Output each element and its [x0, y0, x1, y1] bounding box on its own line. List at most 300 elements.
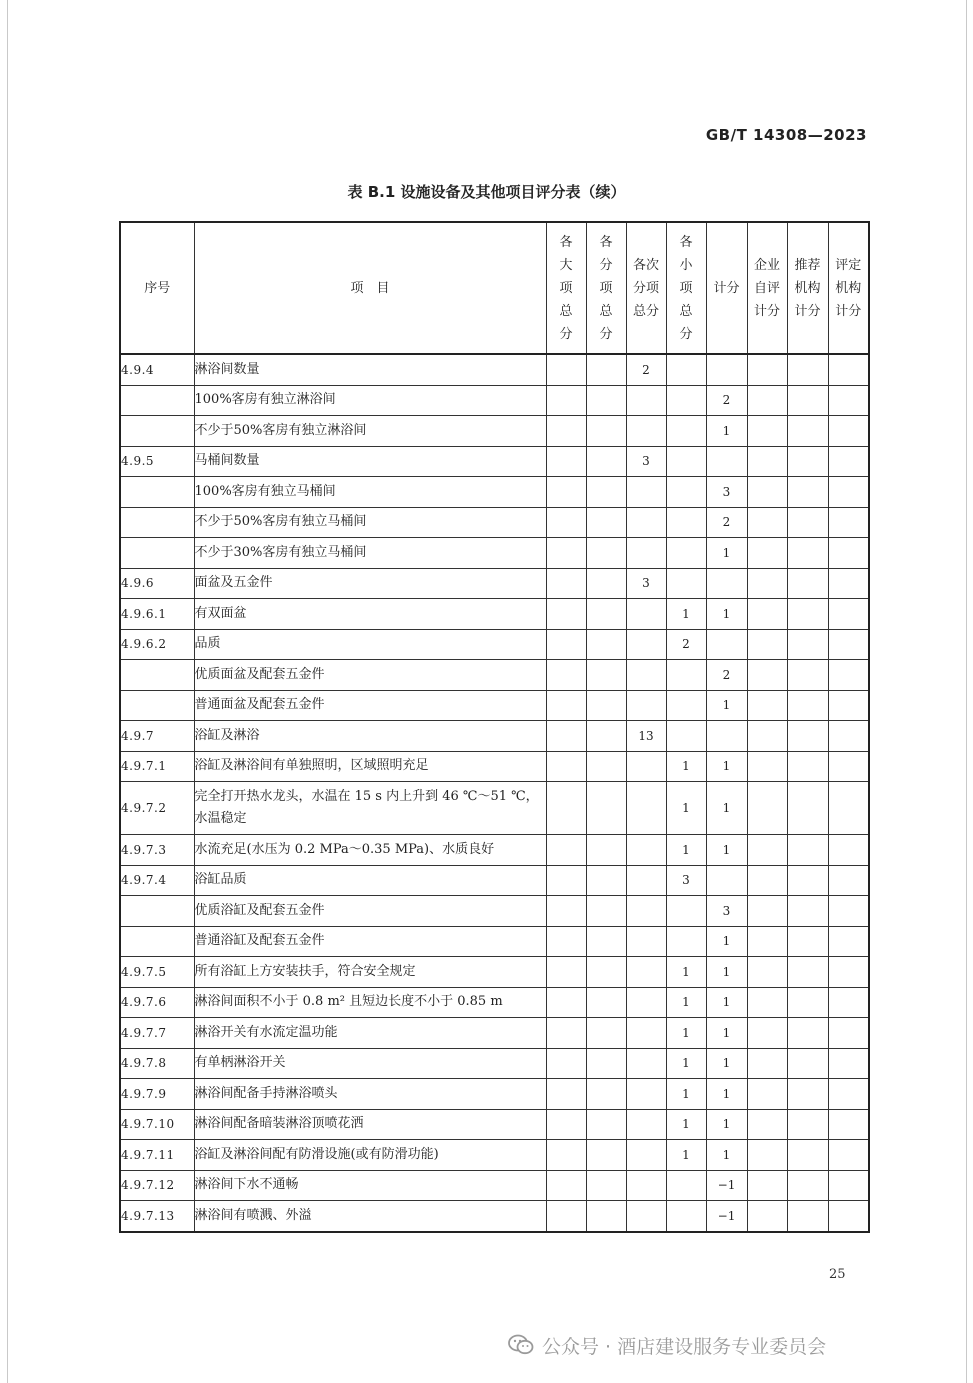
cell-self-score [747, 1048, 787, 1079]
cell-score [706, 629, 747, 660]
col-header-minor-total: 各小项总分 [666, 222, 706, 354]
cell-item: 不少于30%客房有独立马桶间 [194, 538, 546, 569]
cell-sub-total [586, 782, 626, 835]
cell-minor-total: 1 [666, 835, 706, 866]
cell-sub-total [586, 1018, 626, 1049]
cell-score: 1 [706, 835, 747, 866]
table-row [120, 599, 869, 630]
cell-self-score [747, 926, 787, 957]
cell-sub-total [586, 354, 626, 385]
cell-eval-score [828, 568, 869, 599]
cell-score [706, 721, 747, 752]
cell-eval-score [828, 507, 869, 538]
cell-major-total [546, 477, 586, 508]
cell-minor-total [666, 416, 706, 447]
cell-no [120, 538, 194, 569]
table-row [120, 568, 869, 599]
cell-self-score [747, 507, 787, 538]
cell-minor-total: 1 [666, 1140, 706, 1171]
cell-rec-score [787, 1018, 828, 1049]
cell-sub-total [586, 416, 626, 447]
cell-minor-total: 1 [666, 987, 706, 1018]
cell-rec-score [787, 507, 828, 538]
cell-item: 淋浴间数量 [194, 354, 546, 385]
cell-no [120, 660, 194, 691]
cell-score [706, 354, 747, 385]
cell-score: 2 [706, 385, 747, 416]
col-header-sub-total: 各分项总分 [586, 222, 626, 354]
cell-rec-score [787, 751, 828, 782]
table-row [120, 507, 869, 538]
cell-minor-total: 3 [666, 865, 706, 896]
cell-score: 1 [706, 957, 747, 988]
table-row [120, 354, 869, 385]
cell-self-score [747, 957, 787, 988]
table-row [120, 690, 869, 721]
cell-sub-total [586, 721, 626, 752]
cell-major-total [546, 660, 586, 691]
cell-no [120, 416, 194, 447]
cell-secondary-total: 2 [626, 354, 666, 385]
cell-sub-total [586, 538, 626, 569]
cell-minor-total: 1 [666, 1109, 706, 1140]
cell-score: 1 [706, 987, 747, 1018]
cell-eval-score [828, 926, 869, 957]
cell-secondary-total [626, 751, 666, 782]
cell-secondary-total [626, 660, 666, 691]
cell-sub-total [586, 507, 626, 538]
page-number: 25 [829, 1267, 846, 1282]
col-header-no: 序号 [120, 222, 194, 354]
cell-item: 100%客房有独立淋浴间 [194, 385, 546, 416]
cell-sub-total [586, 385, 626, 416]
cell-minor-total [666, 538, 706, 569]
cell-secondary-total [626, 1048, 666, 1079]
cell-rec-score [787, 987, 828, 1018]
cell-rec-score [787, 354, 828, 385]
cell-self-score [747, 477, 787, 508]
cell-no: 4.9.7.2 [120, 782, 194, 835]
cell-score: 2 [706, 507, 747, 538]
cell-self-score [747, 629, 787, 660]
cell-minor-total [666, 568, 706, 599]
cell-minor-total [666, 690, 706, 721]
cell-eval-score [828, 354, 869, 385]
cell-item: 优质浴缸及配套五金件 [194, 896, 546, 927]
cell-item: 淋浴间有喷溅、外溢 [194, 1201, 546, 1232]
cell-self-score [747, 721, 787, 752]
cell-rec-score [787, 1048, 828, 1079]
cell-sub-total [586, 599, 626, 630]
cell-minor-total [666, 721, 706, 752]
cell-rec-score [787, 1170, 828, 1201]
cell-item: 完全打开热水龙头，水温在 15 s 内上升到 46 ℃～51 ℃，水温稳定 [194, 782, 546, 835]
cell-eval-score [828, 721, 869, 752]
cell-secondary-total [626, 782, 666, 835]
cell-minor-total: 1 [666, 751, 706, 782]
cell-major-total [546, 957, 586, 988]
cell-eval-score [828, 1170, 869, 1201]
cell-major-total [546, 896, 586, 927]
cell-major-total [546, 507, 586, 538]
cell-major-total [546, 1170, 586, 1201]
cell-self-score [747, 599, 787, 630]
cell-eval-score [828, 835, 869, 866]
cell-no [120, 477, 194, 508]
table-row [120, 477, 869, 508]
table-row [120, 987, 869, 1018]
cell-minor-total [666, 446, 706, 477]
cell-no: 4.9.6 [120, 568, 194, 599]
cell-score [706, 865, 747, 896]
cell-eval-score [828, 660, 869, 691]
cell-sub-total [586, 751, 626, 782]
col-header-item: 项 目 [194, 222, 546, 354]
cell-rec-score [787, 782, 828, 835]
cell-score: 3 [706, 477, 747, 508]
table-row [120, 926, 869, 957]
cell-score [706, 568, 747, 599]
cell-eval-score [828, 416, 869, 447]
table-row [120, 660, 869, 691]
cell-minor-total: 1 [666, 957, 706, 988]
table-row [120, 835, 869, 866]
table-row [120, 1201, 869, 1232]
cell-item: 100%客房有独立马桶间 [194, 477, 546, 508]
cell-self-score [747, 1140, 787, 1171]
cell-sub-total [586, 1109, 626, 1140]
cell-item: 普通面盆及配套五金件 [194, 690, 546, 721]
cell-score: 1 [706, 1079, 747, 1110]
cell-eval-score [828, 896, 869, 927]
cell-major-total [546, 782, 586, 835]
table-row [120, 416, 869, 447]
cell-item: 品质 [194, 629, 546, 660]
cell-no: 4.9.7.6 [120, 987, 194, 1018]
cell-self-score [747, 835, 787, 866]
cell-no [120, 507, 194, 538]
cell-major-total [546, 1109, 586, 1140]
cell-item: 优质面盆及配套五金件 [194, 660, 546, 691]
table-row [120, 1048, 869, 1079]
cell-item: 水流充足(水压为 0.2 MPa～0.35 MPa)、水质良好 [194, 835, 546, 866]
cell-eval-score [828, 957, 869, 988]
cell-self-score [747, 385, 787, 416]
cell-sub-total [586, 1140, 626, 1171]
cell-score: 1 [706, 538, 747, 569]
cell-rec-score [787, 1109, 828, 1140]
table-header-row [120, 222, 869, 354]
cell-item: 淋浴开关有水流定温功能 [194, 1018, 546, 1049]
cell-self-score [747, 987, 787, 1018]
cell-no: 4.9.7.10 [120, 1109, 194, 1140]
cell-eval-score [828, 1140, 869, 1171]
cell-no: 4.9.7.8 [120, 1048, 194, 1079]
cell-score: 1 [706, 690, 747, 721]
table-row [120, 1018, 869, 1049]
table-row [120, 446, 869, 477]
cell-major-total [546, 416, 586, 447]
cell-score: 1 [706, 1140, 747, 1171]
cell-minor-total [666, 660, 706, 691]
cell-self-score [747, 751, 787, 782]
cell-secondary-total [626, 385, 666, 416]
cell-secondary-total [626, 1109, 666, 1140]
col-header-rec-score: 推荐机构计分 [787, 222, 828, 354]
cell-score: 1 [706, 926, 747, 957]
cell-sub-total [586, 987, 626, 1018]
cell-self-score [747, 354, 787, 385]
cell-no [120, 690, 194, 721]
cell-self-score [747, 568, 787, 599]
cell-eval-score [828, 1018, 869, 1049]
col-header-self-score: 企业自评计分 [747, 222, 787, 354]
col-header-secondary-total: 各次分项总分 [626, 222, 666, 354]
cell-minor-total: 1 [666, 1018, 706, 1049]
cell-no: 4.9.7.4 [120, 865, 194, 896]
score-table [119, 221, 870, 1233]
cell-sub-total [586, 568, 626, 599]
cell-item: 有单柄淋浴开关 [194, 1048, 546, 1079]
cell-no: 4.9.7.3 [120, 835, 194, 866]
cell-item: 淋浴间下水不通畅 [194, 1170, 546, 1201]
cell-self-score [747, 896, 787, 927]
cell-no: 4.9.7.13 [120, 1201, 194, 1232]
cell-secondary-total: 13 [626, 721, 666, 752]
cell-rec-score [787, 446, 828, 477]
cell-no: 4.9.7.7 [120, 1018, 194, 1049]
cell-secondary-total [626, 865, 666, 896]
cell-major-total [546, 690, 586, 721]
table-row [120, 385, 869, 416]
cell-secondary-total [626, 1018, 666, 1049]
watermark [508, 1330, 826, 1360]
cell-rec-score [787, 865, 828, 896]
cell-self-score [747, 1109, 787, 1140]
cell-item: 马桶间数量 [194, 446, 546, 477]
cell-self-score [747, 1079, 787, 1110]
cell-no: 4.9.6.1 [120, 599, 194, 630]
cell-secondary-total [626, 1170, 666, 1201]
cell-major-total [546, 865, 586, 896]
cell-rec-score [787, 721, 828, 752]
table-body [120, 354, 869, 1232]
cell-minor-total [666, 1170, 706, 1201]
cell-minor-total: 2 [666, 629, 706, 660]
cell-eval-score [828, 477, 869, 508]
cell-major-total [546, 1079, 586, 1110]
cell-rec-score [787, 629, 828, 660]
table-row [120, 896, 869, 927]
cell-sub-total [586, 835, 626, 866]
cell-self-score [747, 690, 787, 721]
cell-secondary-total [626, 987, 666, 1018]
cell-eval-score [828, 1048, 869, 1079]
cell-major-total [546, 835, 586, 866]
cell-sub-total [586, 660, 626, 691]
cell-sub-total [586, 896, 626, 927]
cell-no: 4.9.7.11 [120, 1140, 194, 1171]
cell-rec-score [787, 477, 828, 508]
cell-sub-total [586, 926, 626, 957]
cell-score: 1 [706, 416, 747, 447]
cell-no [120, 926, 194, 957]
cell-rec-score [787, 568, 828, 599]
cell-self-score [747, 1018, 787, 1049]
cell-sub-total [586, 446, 626, 477]
col-header-major-total: 各大项总分 [546, 222, 586, 354]
cell-self-score [747, 865, 787, 896]
cell-rec-score [787, 957, 828, 988]
cell-major-total [546, 568, 586, 599]
cell-item: 不少于50%客房有独立马桶间 [194, 507, 546, 538]
cell-sub-total [586, 477, 626, 508]
cell-self-score [747, 1201, 787, 1232]
cell-score: 1 [706, 782, 747, 835]
cell-secondary-total [626, 1079, 666, 1110]
cell-major-total [546, 538, 586, 569]
cell-item: 所有浴缸上方安装扶手，符合安全规定 [194, 957, 546, 988]
cell-eval-score [828, 599, 869, 630]
cell-sub-total [586, 629, 626, 660]
cell-rec-score [787, 1201, 828, 1232]
cell-rec-score [787, 599, 828, 630]
cell-secondary-total [626, 896, 666, 927]
cell-item: 浴缸及淋浴间配有防滑设施(或有防滑功能) [194, 1140, 546, 1171]
col-header-score: 计分 [706, 222, 747, 354]
cell-sub-total [586, 865, 626, 896]
cell-self-score [747, 416, 787, 447]
table-row [120, 629, 869, 660]
cell-score: 1 [706, 1109, 747, 1140]
cell-item: 淋浴间配备手持淋浴喷头 [194, 1079, 546, 1110]
standard-number: GB/T 14308—2023 [705, 126, 867, 144]
cell-secondary-total [626, 507, 666, 538]
cell-score: 1 [706, 599, 747, 630]
cell-secondary-total [626, 926, 666, 957]
cell-minor-total [666, 354, 706, 385]
wechat-logo-icon [508, 1334, 534, 1356]
cell-rec-score [787, 416, 828, 447]
cell-major-total [546, 1201, 586, 1232]
cell-eval-score [828, 446, 869, 477]
cell-item: 浴缸及淋浴间有单独照明，区域照明充足 [194, 751, 546, 782]
cell-no: 4.9.7.12 [120, 1170, 194, 1201]
cell-sub-total [586, 1201, 626, 1232]
cell-score: 1 [706, 751, 747, 782]
cell-no: 4.9.5 [120, 446, 194, 477]
table-row [120, 865, 869, 896]
cell-rec-score [787, 896, 828, 927]
cell-minor-total: 1 [666, 782, 706, 835]
cell-sub-total [586, 1170, 626, 1201]
cell-no [120, 385, 194, 416]
table-row [120, 1170, 869, 1201]
cell-minor-total [666, 1201, 706, 1232]
cell-eval-score [828, 690, 869, 721]
cell-rec-score [787, 926, 828, 957]
cell-item: 有双面盆 [194, 599, 546, 630]
table-title: 表 B.1 设施设备及其他项目评分表（续） [347, 183, 626, 201]
cell-rec-score [787, 690, 828, 721]
cell-item: 淋浴间配备暗装淋浴顶喷花洒 [194, 1109, 546, 1140]
cell-eval-score [828, 751, 869, 782]
cell-major-total [546, 987, 586, 1018]
cell-self-score [747, 1170, 787, 1201]
cell-secondary-total [626, 538, 666, 569]
cell-secondary-total [626, 1140, 666, 1171]
cell-rec-score [787, 835, 828, 866]
cell-sub-total [586, 957, 626, 988]
cell-minor-total [666, 477, 706, 508]
cell-secondary-total: 3 [626, 568, 666, 599]
table-row [120, 1140, 869, 1171]
cell-eval-score [828, 538, 869, 569]
cell-secondary-total [626, 629, 666, 660]
cell-rec-score [787, 660, 828, 691]
cell-score [706, 446, 747, 477]
cell-no: 4.9.7.1 [120, 751, 194, 782]
cell-item: 淋浴间面积不小于 0.8 m² 且短边长度不小于 0.85 m [194, 987, 546, 1018]
page-edge-left [7, 0, 8, 1383]
cell-minor-total [666, 507, 706, 538]
cell-major-total [546, 629, 586, 660]
cell-rec-score [787, 1140, 828, 1171]
cell-eval-score [828, 385, 869, 416]
cell-secondary-total [626, 477, 666, 508]
cell-major-total [546, 1140, 586, 1171]
cell-minor-total [666, 385, 706, 416]
cell-eval-score [828, 1201, 869, 1232]
cell-secondary-total [626, 416, 666, 447]
cell-no [120, 896, 194, 927]
cell-minor-total: 1 [666, 1048, 706, 1079]
cell-major-total [546, 385, 586, 416]
cell-no: 4.9.7.5 [120, 957, 194, 988]
cell-score: 3 [706, 896, 747, 927]
cell-eval-score [828, 865, 869, 896]
cell-minor-total [666, 896, 706, 927]
cell-major-total [546, 354, 586, 385]
cell-no: 4.9.4 [120, 354, 194, 385]
cell-eval-score [828, 782, 869, 835]
cell-secondary-total [626, 599, 666, 630]
cell-no: 4.9.6.2 [120, 629, 194, 660]
cell-major-total [546, 751, 586, 782]
cell-secondary-total [626, 1201, 666, 1232]
cell-score: −1 [706, 1170, 747, 1201]
cell-major-total [546, 1018, 586, 1049]
table-row [120, 538, 869, 569]
cell-sub-total [586, 1079, 626, 1110]
table-row [120, 721, 869, 752]
cell-eval-score [828, 1109, 869, 1140]
cell-eval-score [828, 629, 869, 660]
table-row [120, 751, 869, 782]
cell-secondary-total [626, 957, 666, 988]
cell-major-total [546, 926, 586, 957]
cell-item: 浴缸品质 [194, 865, 546, 896]
cell-minor-total: 1 [666, 1079, 706, 1110]
cell-minor-total [666, 926, 706, 957]
cell-minor-total: 1 [666, 599, 706, 630]
watermark-text: 公众号 · 酒店建设服务专业委员会 [542, 1335, 827, 1358]
cell-score: 2 [706, 660, 747, 691]
cell-self-score [747, 660, 787, 691]
cell-eval-score [828, 987, 869, 1018]
cell-self-score [747, 446, 787, 477]
cell-sub-total [586, 1048, 626, 1079]
